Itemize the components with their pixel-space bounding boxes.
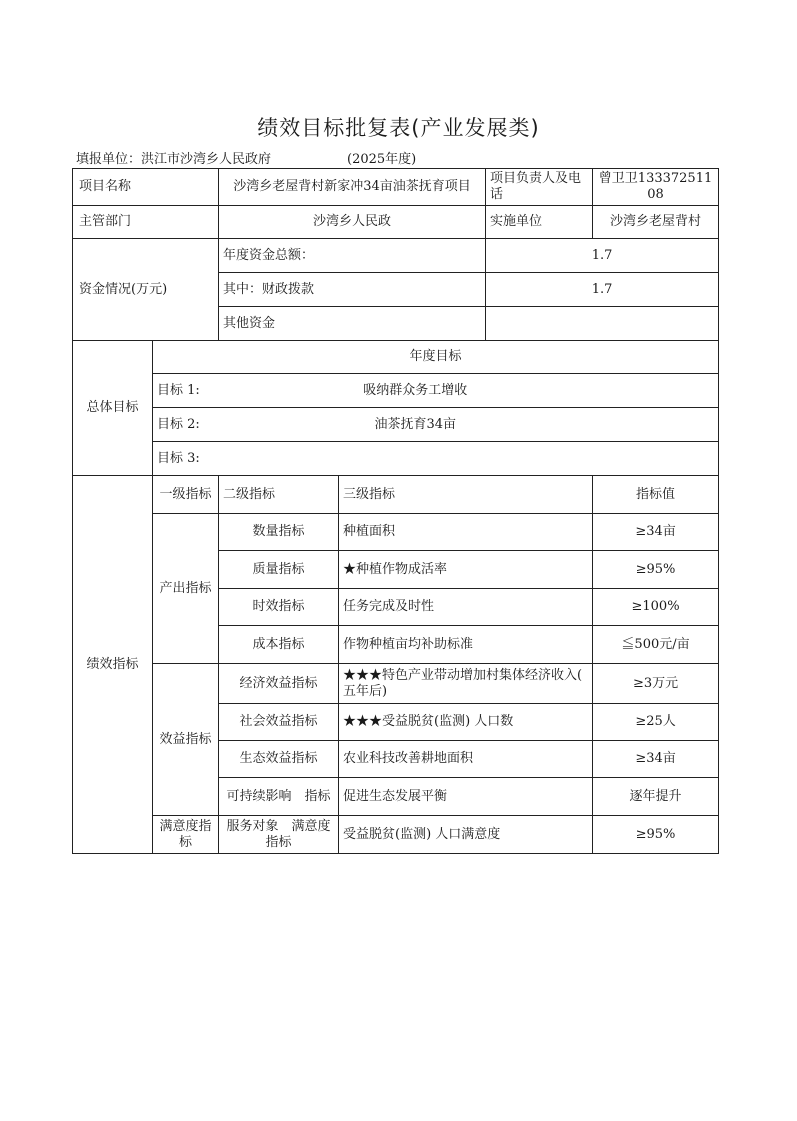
level3-cell: 任务完成及时性	[339, 589, 593, 626]
table-row	[73, 664, 719, 704]
level3-cell: ★★★特色产业带动增加村集体经济收入( 五年后)	[339, 664, 593, 704]
output-label: 产出指标	[153, 514, 219, 664]
impl-label: 实施单位	[486, 206, 593, 239]
header-level3: 三级指标	[339, 476, 593, 514]
dept-label: 主管部门	[73, 206, 219, 239]
reporting-unit-value: 洪江市沙湾乡人民政府	[141, 152, 272, 167]
impl-value: 沙湾乡老屋背村	[593, 206, 719, 239]
goal-1-value: 吸纳群众务工增收	[219, 374, 719, 408]
row-goals-header	[73, 341, 719, 374]
value-cell: ≥34亩	[593, 741, 719, 778]
level2-cell: 时效指标	[219, 589, 339, 626]
value-cell: ≥25人	[593, 704, 719, 741]
level3-cell: ★★★受益脱贫(监测) 人口数	[339, 704, 593, 741]
dept-value: 沙湾乡人民政	[219, 206, 486, 239]
level2-cell: 数量指标	[219, 514, 339, 551]
level2-cell: 成本指标	[219, 626, 339, 664]
level2-cell: 经济效益指标	[219, 664, 339, 704]
table-row	[73, 514, 719, 551]
fund-fiscal-value: 1.7	[486, 273, 719, 307]
fund-other-value	[486, 307, 719, 341]
level2-cell: 生态效益指标	[219, 741, 339, 778]
value-cell: ≥95%	[593, 816, 719, 854]
row-goal-2	[73, 408, 719, 442]
goal-3-label: 目标 3:	[153, 442, 219, 476]
row-goal-1	[73, 374, 719, 408]
fund-fiscal-label: 其中：财政拨款	[219, 273, 486, 307]
value-cell: ≥3万元	[593, 664, 719, 704]
fund-total-label: 年度资金总额：	[219, 239, 486, 273]
fund-total-value: 1.7	[486, 239, 719, 273]
goal-2-value: 油茶抚育34亩	[219, 408, 719, 442]
project-name-label: 项目名称	[73, 169, 219, 206]
level3-cell: ★种植作物成活率	[339, 551, 593, 589]
value-cell: ≥100%	[593, 589, 719, 626]
project-owner-label: 项目负责人及电话	[486, 169, 593, 206]
table-row	[73, 816, 719, 854]
level3-cell: 促进生态发展平衡	[339, 778, 593, 816]
performance-table	[72, 168, 719, 854]
goal-1-label: 目标 1:	[153, 374, 219, 408]
benefit-label: 效益指标	[153, 664, 219, 816]
reporting-unit	[76, 148, 271, 167]
row-fund-total	[73, 239, 719, 273]
level2-cell: 可持续影响 指标	[219, 778, 339, 816]
row-goal-3	[73, 442, 719, 476]
funds-label: 资金情况(万元)	[73, 239, 219, 341]
level2-cell: 服务对象 满意度指标	[219, 816, 339, 854]
level3-cell: 农业科技改善耕地面积	[339, 741, 593, 778]
goal-2-label: 目标 2:	[153, 408, 219, 442]
report-year: (2025年度)	[347, 152, 417, 167]
goal-3-value	[219, 442, 719, 476]
header-level1: 一级指标	[153, 476, 219, 514]
header-level2: 二级指标	[219, 476, 339, 514]
value-cell: ≦500元/亩	[593, 626, 719, 664]
goals-header: 年度目标	[153, 341, 719, 374]
level3-cell: 作物种植亩均补助标准	[339, 626, 593, 664]
page-title: 绩效目标批复表(产业发展类)	[257, 116, 540, 140]
header-value: 指标值	[593, 476, 719, 514]
satisfaction-label: 满意度指标	[153, 816, 219, 854]
row-department	[73, 206, 719, 239]
goals-label: 总体目标	[73, 341, 153, 476]
project-owner-value: 曾卫卫13337251108	[593, 169, 719, 206]
row-indicator-headers	[73, 476, 719, 514]
reporting-unit-label: 填报单位：	[76, 152, 142, 167]
level3-cell: 种植面积	[339, 514, 593, 551]
project-name-value: 沙湾乡老屋背村新家冲34亩油茶抚育项目	[219, 169, 486, 206]
value-cell: ≥95%	[593, 551, 719, 589]
level2-cell: 社会效益指标	[219, 704, 339, 741]
value-cell: 逐年提升	[593, 778, 719, 816]
level3-cell: 受益脱贫(监测) 人口满意度	[339, 816, 593, 854]
indicators-label: 绩效指标	[73, 476, 153, 854]
value-cell: ≥34亩	[593, 514, 719, 551]
level2-cell: 质量指标	[219, 551, 339, 589]
row-project-name	[73, 169, 719, 206]
fund-other-label: 其他资金	[219, 307, 486, 341]
